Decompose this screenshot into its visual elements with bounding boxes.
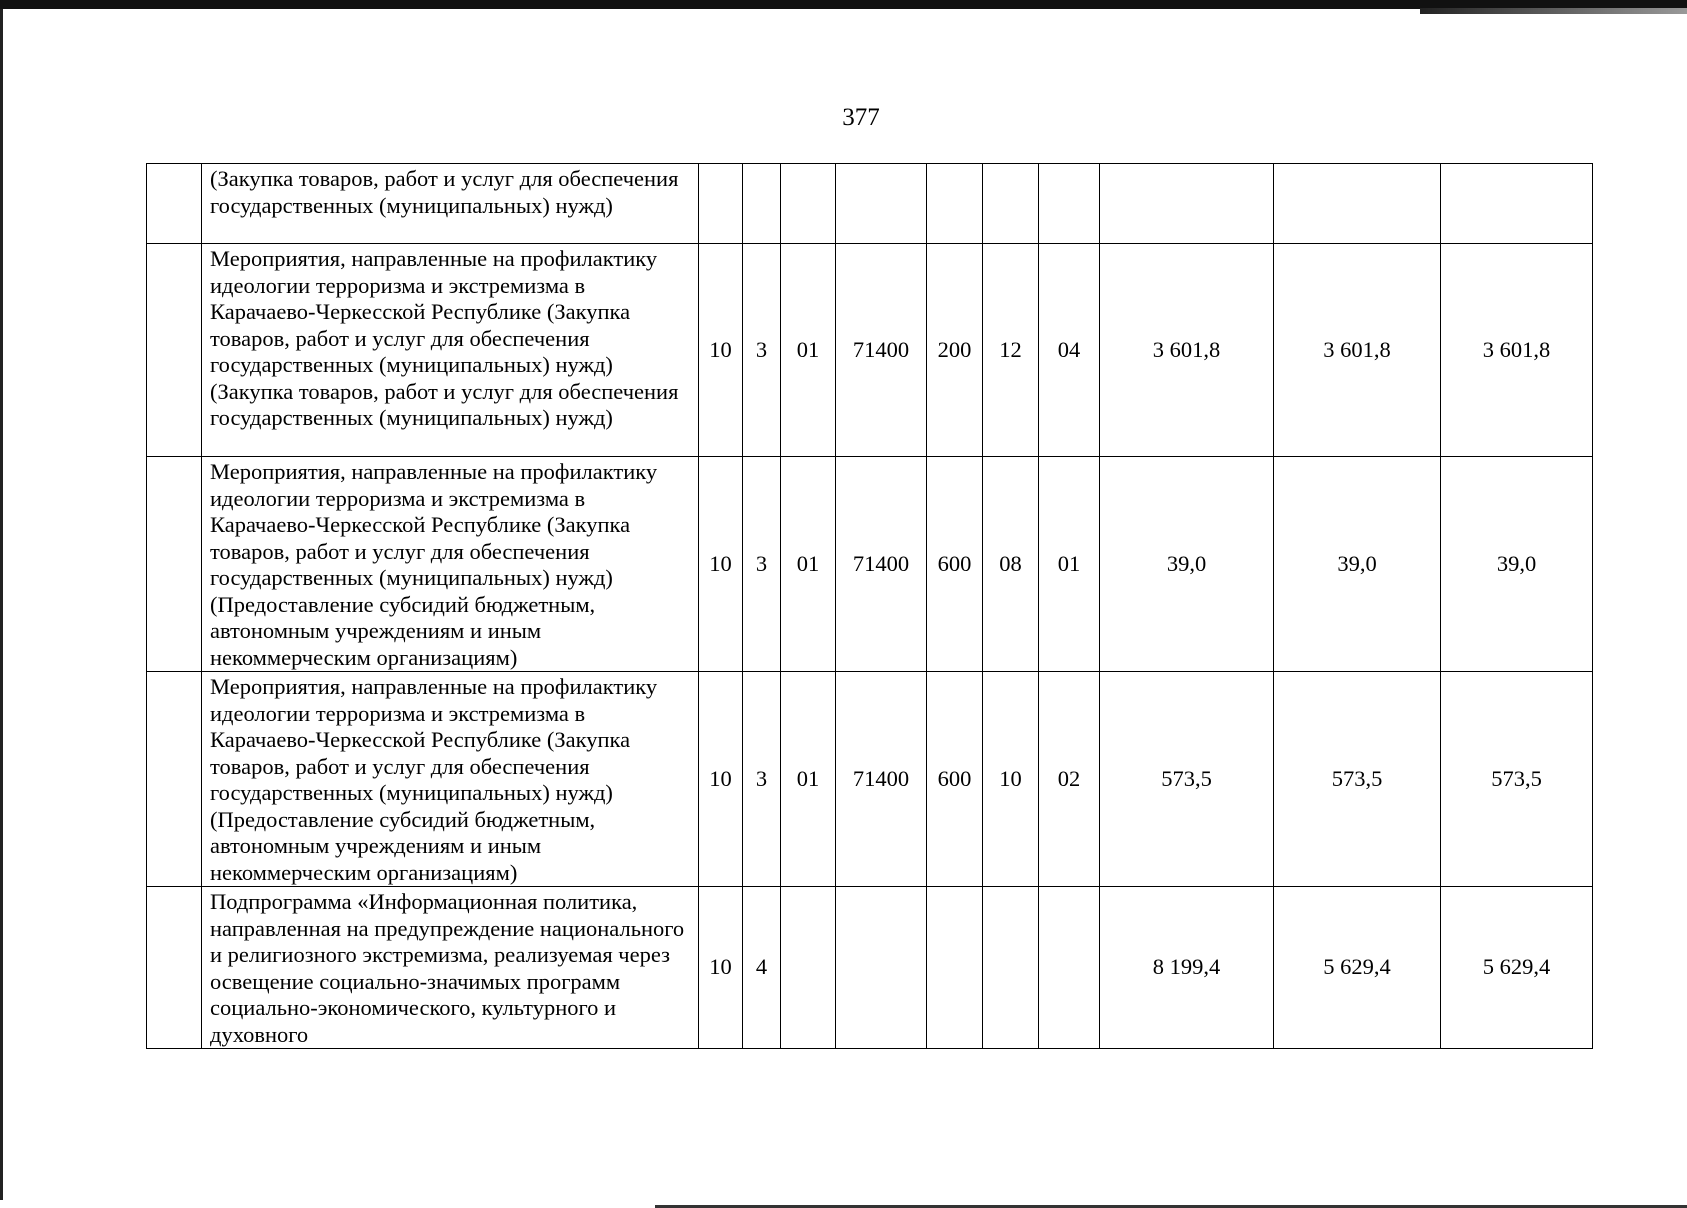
code-cell-7: 02 [1039,672,1100,887]
description-cell: Подпрограмма «Информационная политика, направленная на предупреждение национального и религиозного экстремизма, реализуемая через освещение социально-значимых программ социально-экономического, культурного и духовного [202,887,699,1049]
code-cell-6 [983,887,1039,1049]
amount-cell-3: 5 629,4 [1441,887,1593,1049]
code-cell-1 [699,164,743,244]
code-cell-2: 3 [743,457,781,672]
amount-cell-2: 573,5 [1274,672,1441,887]
code-cell-3: 01 [781,672,836,887]
amount-cell-1: 39,0 [1100,457,1274,672]
code-cell-7 [1039,164,1100,244]
amount-cell-2: 39,0 [1274,457,1441,672]
code-cell-3 [781,164,836,244]
code-cell-5 [927,164,983,244]
code-cell-6: 12 [983,244,1039,457]
amount-cell-3: 39,0 [1441,457,1593,672]
row-number-cell [147,164,202,244]
table-row [147,244,1593,457]
amount-cell-2 [1274,164,1441,244]
code-cell-1: 10 [699,887,743,1049]
code-cell-2: 4 [743,887,781,1049]
amount-cell-1: 3 601,8 [1100,244,1274,457]
code-cell-3: 01 [781,244,836,457]
budget-table [146,163,1593,1049]
code-cell-7: 01 [1039,457,1100,672]
amount-cell-1 [1100,164,1274,244]
row-number-cell [147,244,202,457]
code-cell-4: 71400 [836,457,927,672]
scan-top-border-fade [1420,8,1687,14]
code-cell-1: 10 [699,457,743,672]
table-row [147,887,1593,1049]
code-cell-4: 71400 [836,244,927,457]
amount-cell-3: 3 601,8 [1441,244,1593,457]
description-cell: Мероприятия, направленные на профилактику идеологии терроризма и экстремизма в Карачаево-Черкесской Республике (Закупка товаров, работ и услуг для обеспечения государственных (муниципальных) нужд) (Предоставление субсидий бюджетным, автономным учреждениям и иным некоммерческим организациям) [202,457,699,672]
scan-left-edge [0,9,3,1200]
amount-cell-3 [1441,164,1593,244]
row-number-cell [147,457,202,672]
code-cell-2: 3 [743,244,781,457]
description-cell: Мероприятия, направленные на профилактику идеологии терроризма и экстремизма в Карачаево-Черкесской Республике (Закупка товаров, работ и услуг для обеспечения государственных (муниципальных) нужд) (Предоставление субсидий бюджетным, автономным учреждениям и иным некоммерческим организациям) [202,672,699,887]
table-row [147,457,1593,672]
amount-cell-1: 573,5 [1100,672,1274,887]
table-row [147,164,1593,244]
amount-cell-3: 573,5 [1441,672,1593,887]
code-cell-4 [836,164,927,244]
code-cell-7 [1039,887,1100,1049]
code-cell-5: 600 [927,672,983,887]
code-cell-4: 71400 [836,672,927,887]
amount-cell-1: 8 199,4 [1100,887,1274,1049]
code-cell-1: 10 [699,672,743,887]
row-number-cell [147,672,202,887]
code-cell-6 [983,164,1039,244]
code-cell-5: 200 [927,244,983,457]
code-cell-7: 04 [1039,244,1100,457]
amount-cell-2: 5 629,4 [1274,887,1441,1049]
code-cell-6: 08 [983,457,1039,672]
row-number-cell [147,887,202,1049]
page-number: 377 [842,104,880,131]
description-cell: (Закупка товаров, работ и услуг для обеспечения государственных (муниципальных) нужд) [202,164,699,244]
code-cell-4 [836,887,927,1049]
code-cell-1: 10 [699,244,743,457]
code-cell-5: 600 [927,457,983,672]
code-cell-6: 10 [983,672,1039,887]
code-cell-5 [927,887,983,1049]
description-cell: Мероприятия, направленные на профилактику идеологии терроризма и экстремизма в Карачаево-Черкесской Республике (Закупка товаров, работ и услуг для обеспечения государственных (муниципальных) нужд) (Закупка товаров, работ и услуг для обеспечения государственных (муниципальных) нужд) [202,244,699,457]
code-cell-2 [743,164,781,244]
code-cell-3 [781,887,836,1049]
code-cell-2: 3 [743,672,781,887]
table-row [147,672,1593,887]
code-cell-3: 01 [781,457,836,672]
amount-cell-2: 3 601,8 [1274,244,1441,457]
